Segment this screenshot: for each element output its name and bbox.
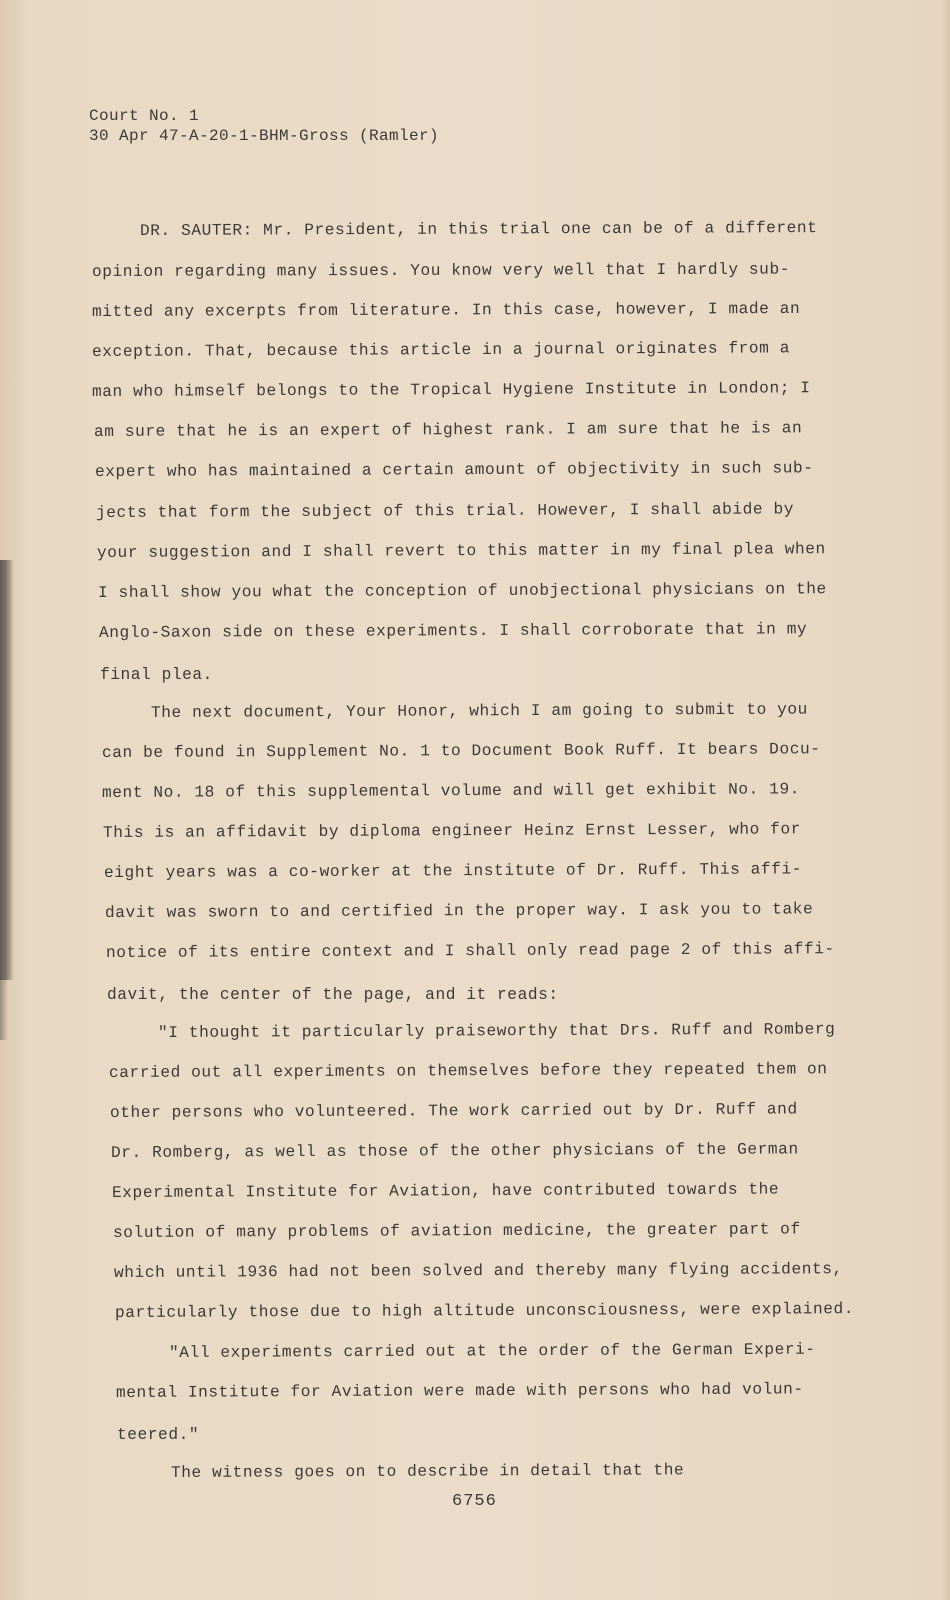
page-edge-shadow-lower [0,980,8,1040]
text-line: notice of its entire context and I shall only read page 2 of this affi- [105,940,835,962]
text-line: "I thought it particularly praiseworthy that Drs. Ruff and Romberg [157,1020,836,1042]
text-line: solution of many problems of aviation medicine, the greater part of [112,1220,801,1242]
text-line: The witness goes on to describe in detail that the [170,1461,685,1482]
text-line: I shall show you what the conception of unobjectional physicians on the [97,580,827,602]
text-line: eight years was a co-worker at the institute of Dr. Ruff. This affi- [103,860,803,882]
text-line: Experimental Institute for Aviation, have contributed towards the [111,1180,780,1202]
text-line: your suggestion and I shall revert to this matter in my final plea when [96,540,826,562]
text-line: teered." [117,1426,200,1444]
page-number: 6756 [452,1492,497,1511]
court-number: Court No. 1 [89,107,200,125]
text-line: This is an affidavit by diploma engineer Heinz Ernst Lesser, who for [102,820,802,842]
text-line: which until 1936 had not been solved and thereby many flying accidents, [113,1260,843,1282]
text-line: The next document, Your Honor, which I am going to submit to you [150,700,808,722]
text-line: other persons who volunteered. The work carried out by Dr. Ruff and [109,1100,798,1122]
text-line: am sure that he is an expert of highest rank. I am sure that he is an [93,419,803,441]
text-line: davit was sworn to and certified in the proper way. I ask you to take [104,900,814,922]
text-line: ment No. 18 of this supplemental volume and will get exhibit No. 19. [101,780,801,802]
document-header [89,106,439,146]
text-line: mitted any excerpts from literature. In this case, however, I made an [91,299,801,321]
text-line: mental Institute for Aviation were made with persons who had volun- [115,1380,804,1402]
text-line: opinion regarding many issues. You know very well that I hardly sub- [91,260,790,281]
transcript-reference: 30 Apr 47-A-20-1-BHM-Gross (Ramler) [89,127,440,145]
text-line: carried out all experiments on themselves before they repeated them on [108,1060,828,1082]
text-line: davit, the center of the page, and it reads: [107,986,559,1004]
text-line: final plea. [100,666,213,684]
text-line: expert who has maintained a certain amount of objectivity in such sub- [94,459,814,481]
text-line: "All experiments carried out at the order of the German Experi- [168,1340,816,1362]
text-line: DR. SAUTER: Mr. President, in this trial one can be of a different [139,219,818,240]
text-line: Dr. Romberg, as well as those of the other physicians of the German [110,1140,799,1162]
page-edge-shadow [0,560,14,980]
text-line: man who himself belongs to the Tropical Hygiene Institute in London; I [91,379,811,401]
text-line: exception. That, because this article in a journal originates from a [91,339,791,361]
text-line: particularly those due to high altitude unconsciousness, were explained. [114,1300,855,1322]
text-line: jects that form the subject of this trial. However, I shall abide by [95,500,795,522]
text-line: Anglo-Saxon side on these experiments. I shall corroborate that in my [98,620,808,642]
text-line: can be found in Supplement No. 1 to Document Book Ruff. It bears Docu- [101,740,821,762]
